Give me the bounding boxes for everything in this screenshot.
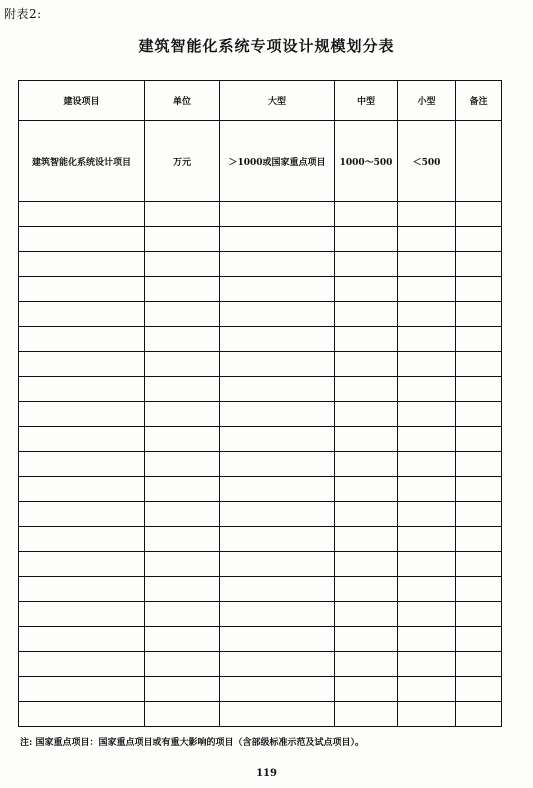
empty-cell — [456, 552, 502, 577]
empty-cell — [456, 202, 502, 227]
empty-cell — [456, 252, 502, 277]
table-row-empty — [19, 702, 502, 727]
empty-cell — [335, 527, 398, 552]
empty-cell — [335, 477, 398, 502]
empty-cell — [335, 452, 398, 477]
empty-cell — [398, 302, 456, 327]
table-row-empty — [19, 377, 502, 402]
header-unit: 单位 — [145, 81, 220, 121]
empty-cell — [456, 627, 502, 652]
empty-cell — [19, 352, 145, 377]
empty-cell — [145, 602, 220, 627]
table-row-empty — [19, 302, 502, 327]
empty-cell — [456, 327, 502, 352]
empty-cell — [398, 327, 456, 352]
footnote: 注: 国家重点项目：国家重点项目或有重大影响的项目（含部级标准示范及试点项目）。 — [20, 738, 364, 748]
empty-cell — [398, 527, 456, 552]
empty-cell — [19, 652, 145, 677]
table-row-empty — [19, 427, 502, 452]
table-row-empty — [19, 202, 502, 227]
empty-cell — [220, 552, 335, 577]
empty-cell — [19, 702, 145, 727]
document-title: 建筑智能化系统专项设计规模划分表 — [138, 37, 395, 55]
empty-cell — [145, 502, 220, 527]
empty-cell — [220, 352, 335, 377]
table-row-empty — [19, 527, 502, 552]
empty-cell — [19, 552, 145, 577]
cell-large: ＞1000或国家重点项目 — [220, 121, 335, 202]
header-small: 小型 — [398, 81, 456, 121]
empty-cell — [456, 452, 502, 477]
empty-cell — [335, 302, 398, 327]
empty-cell — [335, 402, 398, 427]
empty-cell — [335, 327, 398, 352]
empty-cell — [145, 652, 220, 677]
empty-cell — [145, 402, 220, 427]
empty-cell — [19, 327, 145, 352]
cell-project: 建筑智能化系统设计项目 — [19, 121, 145, 202]
empty-cell — [398, 477, 456, 502]
empty-cell — [220, 302, 335, 327]
empty-cell — [335, 352, 398, 377]
empty-cell — [456, 577, 502, 602]
empty-cell — [398, 427, 456, 452]
cell-medium: 1000～500 — [335, 121, 398, 202]
empty-cell — [398, 677, 456, 702]
empty-cell — [335, 677, 398, 702]
empty-cell — [220, 602, 335, 627]
empty-cell — [398, 402, 456, 427]
empty-cell — [335, 702, 398, 727]
empty-cell — [456, 402, 502, 427]
empty-cell — [145, 252, 220, 277]
table-header-row — [19, 81, 502, 121]
header-large: 大型 — [220, 81, 335, 121]
empty-cell — [335, 652, 398, 677]
empty-cell — [19, 527, 145, 552]
empty-cell — [456, 227, 502, 252]
empty-cell — [456, 302, 502, 327]
empty-cell — [19, 627, 145, 652]
table-row-empty — [19, 602, 502, 627]
empty-cell — [335, 277, 398, 302]
empty-cell — [456, 527, 502, 552]
header-medium: 中型 — [335, 81, 398, 121]
scale-classification-table — [18, 80, 502, 727]
empty-cell — [145, 677, 220, 702]
empty-cell — [456, 652, 502, 677]
empty-cell — [220, 327, 335, 352]
empty-cell — [220, 627, 335, 652]
header-project: 建设项目 — [19, 81, 145, 121]
empty-cell — [335, 552, 398, 577]
header-remarks: 备注 — [456, 81, 502, 121]
empty-cell — [220, 527, 335, 552]
empty-cell — [456, 352, 502, 377]
page-number: 119 — [256, 768, 277, 779]
empty-cell — [145, 552, 220, 577]
table-row-empty — [19, 552, 502, 577]
empty-cell — [19, 577, 145, 602]
table-row-empty — [19, 627, 502, 652]
empty-cell — [145, 427, 220, 452]
cell-small: ＜500 — [398, 121, 456, 202]
empty-cell — [19, 477, 145, 502]
empty-cell — [398, 652, 456, 677]
empty-cell — [145, 627, 220, 652]
empty-cell — [19, 227, 145, 252]
empty-cell — [19, 602, 145, 627]
empty-cell — [145, 377, 220, 402]
empty-cell — [220, 702, 335, 727]
empty-cell — [19, 277, 145, 302]
empty-cell — [145, 327, 220, 352]
empty-cell — [145, 277, 220, 302]
empty-cell — [335, 602, 398, 627]
empty-cell — [220, 402, 335, 427]
table-row-empty — [19, 402, 502, 427]
empty-cell — [398, 502, 456, 527]
empty-cell — [220, 577, 335, 602]
empty-cell — [145, 702, 220, 727]
table-row-empty — [19, 327, 502, 352]
empty-cell — [335, 577, 398, 602]
empty-cell — [398, 452, 456, 477]
empty-cell — [335, 502, 398, 527]
empty-cell — [145, 202, 220, 227]
empty-cell — [220, 477, 335, 502]
empty-cell — [398, 702, 456, 727]
table-row-empty — [19, 577, 502, 602]
empty-cell — [398, 227, 456, 252]
empty-cell — [220, 452, 335, 477]
empty-cell — [398, 352, 456, 377]
empty-cell — [456, 502, 502, 527]
empty-cell — [220, 652, 335, 677]
empty-cell — [145, 477, 220, 502]
empty-cell — [19, 502, 145, 527]
empty-cell — [19, 202, 145, 227]
appendix-label: 附表2: — [4, 7, 42, 21]
cell-unit: 万元 — [145, 121, 220, 202]
empty-cell — [220, 502, 335, 527]
empty-cell — [19, 402, 145, 427]
empty-cell — [398, 377, 456, 402]
empty-cell — [19, 427, 145, 452]
table-row-empty — [19, 502, 502, 527]
empty-cell — [335, 627, 398, 652]
empty-cell — [398, 627, 456, 652]
empty-cell — [19, 302, 145, 327]
empty-cell — [456, 677, 502, 702]
empty-cell — [398, 252, 456, 277]
table-row-empty — [19, 477, 502, 502]
empty-cell — [19, 677, 145, 702]
empty-cell — [19, 452, 145, 477]
table-row-empty — [19, 252, 502, 277]
table-row — [19, 121, 502, 202]
empty-cell — [335, 427, 398, 452]
table-row-empty — [19, 277, 502, 302]
empty-cell — [220, 227, 335, 252]
empty-cell — [145, 227, 220, 252]
empty-cell — [335, 252, 398, 277]
empty-cell — [456, 602, 502, 627]
empty-cell — [398, 602, 456, 627]
empty-cell — [145, 527, 220, 552]
empty-cell — [19, 377, 145, 402]
table-row-empty — [19, 652, 502, 677]
empty-cell — [456, 377, 502, 402]
empty-cell — [145, 352, 220, 377]
empty-cell — [220, 277, 335, 302]
empty-cell — [398, 577, 456, 602]
empty-cell — [398, 277, 456, 302]
empty-cell — [335, 377, 398, 402]
empty-cell — [220, 677, 335, 702]
empty-cell — [145, 302, 220, 327]
empty-cell — [456, 702, 502, 727]
empty-cell — [220, 202, 335, 227]
empty-cell — [398, 552, 456, 577]
empty-cell — [220, 377, 335, 402]
empty-cell — [145, 452, 220, 477]
empty-cell — [220, 252, 335, 277]
cell-remarks — [456, 121, 502, 202]
empty-cell — [456, 277, 502, 302]
empty-cell — [335, 202, 398, 227]
empty-cell — [398, 202, 456, 227]
table-row-empty — [19, 227, 502, 252]
empty-cell — [19, 252, 145, 277]
table-row-empty — [19, 352, 502, 377]
table-row-empty — [19, 677, 502, 702]
empty-cell — [220, 427, 335, 452]
empty-cell — [335, 227, 398, 252]
empty-cell — [456, 477, 502, 502]
table-row-empty — [19, 452, 502, 477]
empty-cell — [456, 427, 502, 452]
empty-cell — [145, 577, 220, 602]
